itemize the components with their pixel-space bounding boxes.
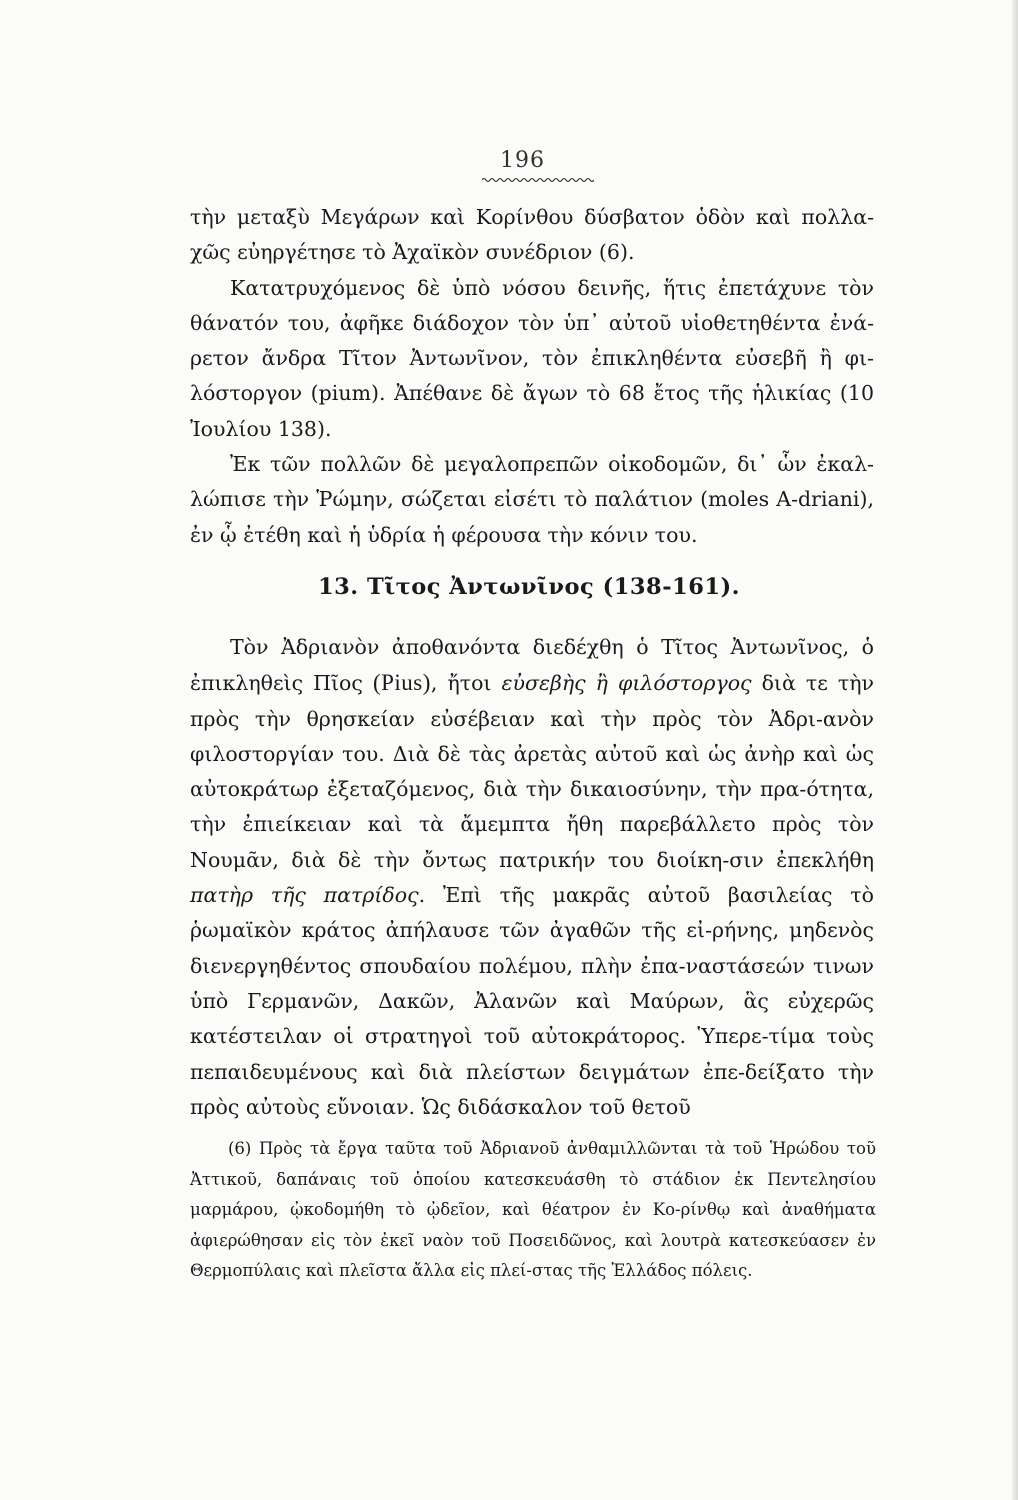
footnote-text: (6) Πρὸς τὰ ἔργα ταῦτα τοῦ Ἀδριανοῦ ἀνθαμιλλῶνται τὰ τοῦ Ἡρώδου τοῦ Ἀττικοῦ, δαπάναις τοῦ ὁποίου κατεσκευάσθη τὸ στάδιον ἐκ Πεντελησίου μαρμάρου, ᾠκοδομήθη τὸ ᾠδεῖον, καὶ θέατρον ἐν Κο-ρίνθῳ καὶ ἀναθήματα ἀφιερώθησαν εἰς τὸν ἐκεῖ ναὸν τοῦ Ποσειδῶνος, καὶ λουτρὰ κατεσκεύασεν ἐν Θερμοπύλαις καὶ πλεῖστα ἄλλα εἰς πλεί-στας τῆς Ἑλλάδος πόλεις.: [190, 1139, 876, 1280]
page-edge-shadow: [1012, 0, 1018, 1500]
latin-term: (Pius): [372, 670, 431, 696]
section-dates: (138-161).: [602, 574, 740, 600]
paragraph-continuation: τὴν μεταξὺ Μεγάρων καὶ Κορίνθου δύσβατον ὁδὸν καὶ πολλα-χῶς εὐηργέτησε τὸ Ἀχαϊκὸν συνέδριον (6).: [190, 205, 874, 265]
footnote: [190, 1134, 876, 1287]
paragraph-antoninus: [190, 630, 874, 1125]
italic-term: πατὴρ τῆς πατρίδος: [190, 883, 419, 908]
section-heading: [0, 574, 1018, 600]
page-number: 196: [500, 148, 545, 173]
paragraph-death: Κατατρυχόμενος δὲ ὑπὸ νόσου δεινῆς, ἥτις ἐπετάχυνε τὸν θάνατόν του, ἀφῆκε διάδοχον τὸν ὑπ᾽ αὐτοῦ υἱοθετηθέντα ἐνά-ρετον ἄνδρα Τῖτον Ἀντωνῖνον, τὸν ἐπικληθέντα εὐσεβῆ ἢ φι-λόστοργον (pium). Ἀπέθανε δὲ ἄγων τὸ 68 ἔτος τῆς ἡλικίας (10 Ἰουλίου 138).: [190, 275, 874, 441]
text-run: διὰ τε τὴν πρὸς τὴν θρησκείαν εὐσέβειαν καὶ τὴν πρὸς τὸν Ἀδρι-ανὸν φιλοστοργίαν του. Διὰ δὲ τὰς ἀρετὰς αὐτοῦ καὶ ὡς ἀνὴρ καὶ ὡς αὐτοκράτωρ ἐξεταζόμενος, διὰ τὴν δικαιοσύνην, τὴν πρα-ότητα, τὴν ἐπιείκειαν καὶ τὰ ἄμεμπτα ἤθη παρεβάλλετο πρὸς τὸν Νουμᾶν, διὰ δὲ τὴν ὄντως πατρικήν του διοίκη-σιν ἐπεκλήθη: [190, 671, 874, 872]
paragraph-buildings: Ἐκ τῶν πολλῶν δὲ μεγαλοπρεπῶν οἰκοδομῶν, δι᾽ ὧν ἐκαλ-λώπισε τὴν Ῥώμην, σώζεται εἰσέτι τὸ παλάτιον (moles A-driani), ἐν ᾧ ἐτέθη καὶ ἡ ὑδρία ἡ φέρουσα τὴν κόνιν του.: [190, 452, 874, 547]
italic-term: εὐσεβὴς ἢ φιλόστοργος: [501, 671, 752, 696]
section-text: [190, 630, 874, 1125]
continued-text: [190, 200, 874, 553]
text-run: . Ἐπὶ τῆς μακρᾶς αὐτοῦ βασιλείας τὸ ῥωμαϊκὸν κράτος ἀπήλαυσε τῶν ἀγαθῶν τῆς εἰ-ρήνης, μηδενὸς διενεργηθέντος σπουδαίου πολέμου, πλὴν ἐπα-ναστάσεών τινων ὑπὸ Γερμανῶν, Δακῶν, Ἀλανῶν καὶ Μαύρων, ἃς εὐχερῶς κατέστειλαν οἱ στρατηγοὶ τοῦ αὐτοκράτορος. Ὑπερε-τίμα τοὺς πεπαιδευμένους καὶ διὰ πλείστων δειγμάτων ἐπε-δείξατο τὴν πρὸς αὐτοὺς εὔνοιαν. Ὡς διδάσκαλον τοῦ θετοῦ: [190, 883, 874, 1119]
section-number: 13.: [317, 574, 359, 600]
text-run: , ἤτοι: [430, 671, 492, 696]
section-title: Τῖτος Ἀντωνῖνος: [366, 574, 595, 600]
wavy-rule-ornament: [482, 176, 594, 184]
text-run: Τὸν Ἀδριανὸν ἀποθανόντα διεδέχθη ὁ Τῖτος Ἀντωνῖνος, ὁ ἐπικληθεὶς Πῖος: [190, 635, 874, 696]
